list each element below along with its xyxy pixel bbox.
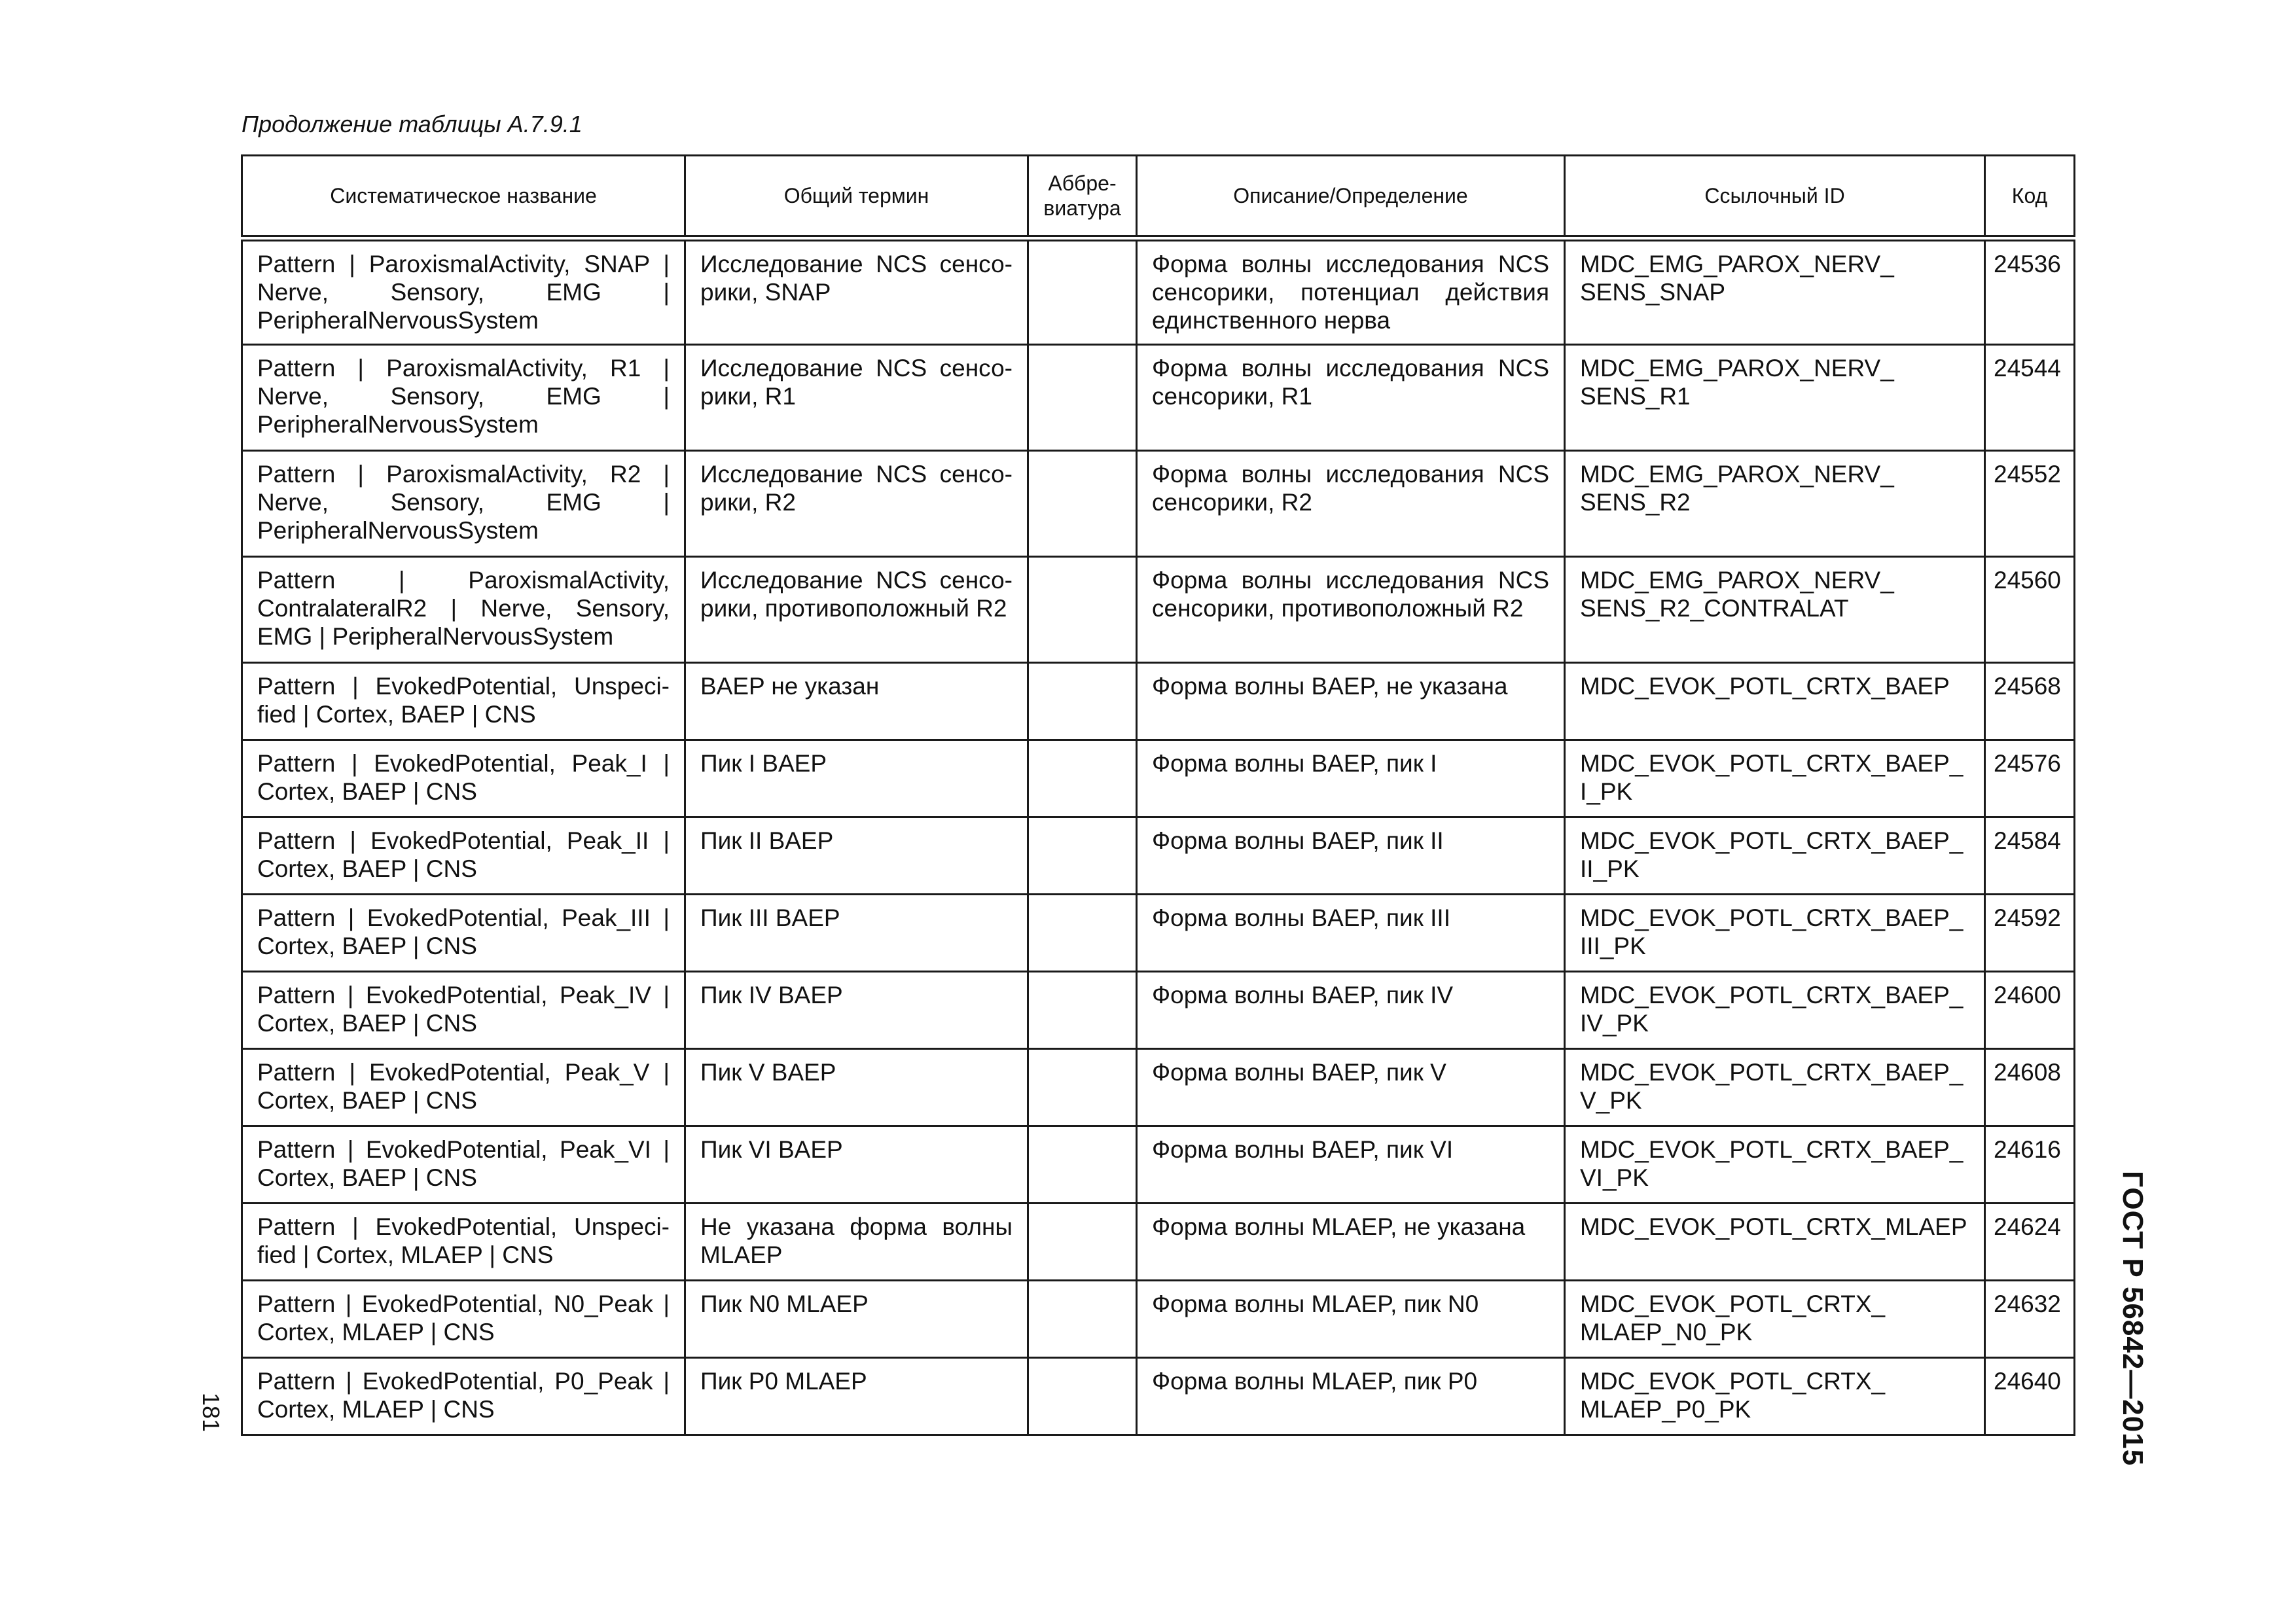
cell-code: 24584 (1985, 817, 2075, 894)
header-common-term: Общий термин (685, 156, 1028, 239)
table-row (242, 556, 2075, 662)
cell-common-term: Пик V BAEP (685, 1048, 1028, 1126)
cell-systematic-name: Pattern | EvokedPotential, Peak_I | Cortex, BAEP | CNS (242, 740, 685, 817)
cell-systematic-name: Pattern | EvokedPotential, Peak_V | Cortex, BAEP | CNS (242, 1048, 685, 1126)
cell-abbreviation (1028, 1280, 1137, 1357)
cell-common-term: Пик N0 MLAEP (685, 1280, 1028, 1357)
table-caption: Продолжение таблицы А.7.9.1 (242, 111, 583, 137)
cell-reference-id: MDC_EMG_PAROX_NERV_ SENS_SNAP (1565, 238, 1985, 344)
cell-description: Форма волны BAEP, пик II (1137, 817, 1565, 894)
cell-code: 24536 (1985, 238, 2075, 344)
cell-reference-id: MDC_EMG_PAROX_NERV_ SENS_R1 (1565, 344, 1985, 450)
cell-systematic-name: Pattern | EvokedPotential, N0_Peak | Cortex, MLAEP | CNS (242, 1280, 685, 1357)
cell-systematic-name: Pattern | EvokedPotential, Peak_II | Cortex, BAEP | CNS (242, 817, 685, 894)
cell-reference-id: MDC_EVOK_POTL_CRTX_ MLAEP_P0_PK (1565, 1357, 1985, 1435)
cell-reference-id: MDC_EVOK_POTL_CRTX_BAEP_ III_PK (1565, 894, 1985, 971)
cell-code: 24552 (1985, 450, 2075, 556)
cell-systematic-name: Pattern | EvokedPotential, Unspeci-fied | Cortex, MLAEP | CNS (242, 1203, 685, 1280)
cell-systematic-name: Pattern | EvokedPotential, P0_Peak | Cortex, MLAEP | CNS (242, 1357, 685, 1435)
table-row (242, 817, 2075, 894)
cell-description: Форма волны MLAEP, пик N0 (1137, 1280, 1565, 1357)
page-number: 181 (198, 1393, 224, 1433)
cell-common-term: Пик VI BAEP (685, 1126, 1028, 1203)
cell-systematic-name: Pattern | EvokedPotential, Peak_VI | Cortex, BAEP | CNS (242, 1126, 685, 1203)
cell-common-term: BAEP не указан (685, 662, 1028, 740)
header-reference-id: Ссылочный ID (1565, 156, 1985, 239)
cell-code: 24616 (1985, 1126, 2075, 1203)
cell-common-term: Исследование NCS сенсо-рики, SNAP (685, 238, 1028, 344)
terms-table-container (241, 154, 2073, 1436)
table-row (242, 1048, 2075, 1126)
cell-description: Форма волны MLAEP, не указана (1137, 1203, 1565, 1280)
table-row (242, 1357, 2075, 1435)
cell-abbreviation (1028, 971, 1137, 1048)
table-row (242, 894, 2075, 971)
header-abbreviation: Аббре- виатура (1028, 156, 1137, 239)
cell-description: Форма волны BAEP, пик V (1137, 1048, 1565, 1126)
cell-systematic-name: Pattern | EvokedPotential, Peak_IV | Cortex, BAEP | CNS (242, 971, 685, 1048)
cell-systematic-name: Pattern | ParoxismalActivity, ContralateralR2 | Nerve, Sensory, EMG | PeripheralNervousSystem (242, 556, 685, 662)
cell-code: 24592 (1985, 894, 2075, 971)
cell-code: 24568 (1985, 662, 2075, 740)
cell-abbreviation (1028, 817, 1137, 894)
cell-systematic-name: Pattern | ParoxismalActivity, R1 | Nerve, Sensory, EMG | PeripheralNervousSystem (242, 344, 685, 450)
cell-abbreviation (1028, 344, 1137, 450)
table-header-row (242, 156, 2075, 239)
cell-common-term: Пик III BAEP (685, 894, 1028, 971)
cell-reference-id: MDC_EVOK_POTL_CRTX_BAEP_ II_PK (1565, 817, 1985, 894)
cell-common-term: Пик II BAEP (685, 817, 1028, 894)
cell-systematic-name: Pattern | ParoxismalActivity, R2 | Nerve, Sensory, EMG | PeripheralNervousSystem (242, 450, 685, 556)
cell-common-term: Пик P0 MLAEP (685, 1357, 1028, 1435)
cell-reference-id: MDC_EVOK_POTL_CRTX_ MLAEP_N0_PK (1565, 1280, 1985, 1357)
table-body (242, 238, 2075, 1435)
cell-common-term: Исследование NCS сенсо-рики, R1 (685, 344, 1028, 450)
cell-systematic-name: Pattern | EvokedPotential, Peak_III | Cortex, BAEP | CNS (242, 894, 685, 971)
cell-abbreviation (1028, 238, 1137, 344)
cell-description: Форма волны MLAEP, пик P0 (1137, 1357, 1565, 1435)
header-code: Код (1985, 156, 2075, 239)
table-row (242, 344, 2075, 450)
cell-systematic-name: Pattern | EvokedPotential, Unspeci-fied | Cortex, BAEP | CNS (242, 662, 685, 740)
cell-reference-id: MDC_EVOK_POTL_CRTX_BAEP_ V_PK (1565, 1048, 1985, 1126)
cell-reference-id: MDC_EVOK_POTL_CRTX_BAEP_ VI_PK (1565, 1126, 1985, 1203)
cell-description: Форма волны BAEP, пик IV (1137, 971, 1565, 1048)
cell-reference-id: MDC_EMG_PAROX_NERV_ SENS_R2_CONTRALAT (1565, 556, 1985, 662)
cell-description: Форма волны исследования NCS сенсорики, противоположный R2 (1137, 556, 1565, 662)
cell-code: 24640 (1985, 1357, 2075, 1435)
cell-abbreviation (1028, 450, 1137, 556)
cell-reference-id: MDC_EVOK_POTL_CRTX_MLAEP (1565, 1203, 1985, 1280)
table-row (242, 971, 2075, 1048)
cell-description: Форма волны исследования NCS сенсорики, R2 (1137, 450, 1565, 556)
table-row (242, 1203, 2075, 1280)
cell-common-term: Пик I BAEP (685, 740, 1028, 817)
cell-abbreviation (1028, 662, 1137, 740)
cell-code: 24632 (1985, 1280, 2075, 1357)
table-row (242, 1280, 2075, 1357)
cell-code: 24600 (1985, 971, 2075, 1048)
cell-description: Форма волны исследования NCS сенсорики, потенциал действия единственного нерва (1137, 238, 1565, 344)
cell-common-term: Исследование NCS сенсо-рики, противоположный R2 (685, 556, 1028, 662)
table-row (242, 238, 2075, 344)
cell-description: Форма волны BAEP, не указана (1137, 662, 1565, 740)
cell-code: 24624 (1985, 1203, 2075, 1280)
cell-abbreviation (1028, 556, 1137, 662)
table-row (242, 662, 2075, 740)
cell-reference-id: MDC_EVOK_POTL_CRTX_BAEP_ IV_PK (1565, 971, 1985, 1048)
cell-abbreviation (1028, 894, 1137, 971)
cell-code: 24560 (1985, 556, 2075, 662)
cell-common-term: Исследование NCS сенсо-рики, R2 (685, 450, 1028, 556)
cell-code: 24608 (1985, 1048, 2075, 1126)
cell-common-term: Пик IV BAEP (685, 971, 1028, 1048)
cell-code: 24544 (1985, 344, 2075, 450)
cell-description: Форма волны BAEP, пик VI (1137, 1126, 1565, 1203)
header-systematic-name: Систематическое название (242, 156, 685, 239)
cell-description: Форма волны BAEP, пик I (1137, 740, 1565, 817)
table-row (242, 450, 2075, 556)
cell-common-term: Не указана форма волны MLAEP (685, 1203, 1028, 1280)
cell-reference-id: MDC_EVOK_POTL_CRTX_BAEP_ I_PK (1565, 740, 1985, 817)
document-title: ГОСТ Р 56842—2015 (2117, 1171, 2149, 1467)
terms-table (241, 154, 2075, 1436)
cell-abbreviation (1028, 1357, 1137, 1435)
table-row (242, 1126, 2075, 1203)
cell-abbreviation (1028, 1126, 1137, 1203)
cell-abbreviation (1028, 740, 1137, 817)
cell-abbreviation (1028, 1048, 1137, 1126)
cell-code: 24576 (1985, 740, 2075, 817)
cell-reference-id: MDC_EMG_PAROX_NERV_ SENS_R2 (1565, 450, 1985, 556)
cell-description: Форма волны BAEP, пик III (1137, 894, 1565, 971)
cell-abbreviation (1028, 1203, 1137, 1280)
cell-description: Форма волны исследования NCS сенсорики, R1 (1137, 344, 1565, 450)
header-description: Описание/Определение (1137, 156, 1565, 239)
table-row (242, 740, 2075, 817)
cell-reference-id: MDC_EVOK_POTL_CRTX_BAEP (1565, 662, 1985, 740)
cell-systematic-name: Pattern | ParoxismalActivity, SNAP | Nerve, Sensory, EMG | PeripheralNervousSystem (242, 238, 685, 344)
